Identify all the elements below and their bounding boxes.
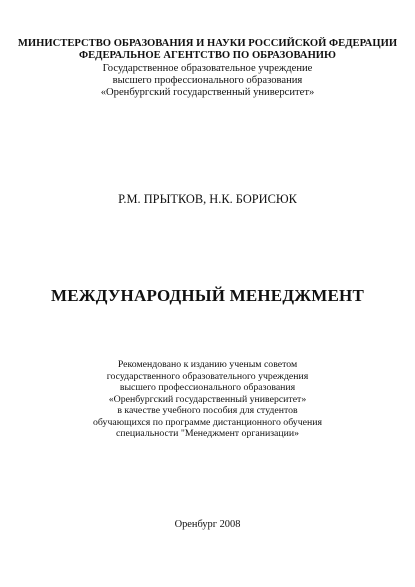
recommendation-line: государственного образовательного учреждения [106,371,309,382]
recommendation-line: Рекомендовано к изданию ученым советом [117,359,298,370]
agency-heading: ФЕДЕРАЛЬНОЕ АГЕНТСТВО ПО ОБРАЗОВАНИЮ [79,50,336,61]
recommendation-line: в качестве учебного пособия для студентов [117,405,298,416]
institution-line-1: Государственное образовательное учреждение [102,63,313,74]
recommendation-line: обучающихся по программе дистанционного обучения [93,417,322,428]
recommendation-line: высшего профессионального образования [119,382,296,393]
ministry-heading: МИНИСТЕРСТВО ОБРАЗОВАНИЯ И НАУКИ РОССИЙСКОЙ ФЕДЕРАЦИИ [17,38,398,49]
city-year: Оренбург 2008 [174,519,241,530]
recommendation-line: «Оренбургский государственный университет» [108,394,307,405]
institution-line-3: «Оренбургский государственный университет» [100,87,315,98]
book-title: МЕЖДУНАРОДНЫЙ МЕНЕДЖМЕНТ [50,286,365,305]
institution-line-2: высшего профессионального образования [112,75,303,86]
recommendation-line: специальности "Менеджмент организации» [115,428,300,439]
authors: Р.М. ПРЫТКОВ, Н.К. БОРИСЮК [118,192,297,206]
